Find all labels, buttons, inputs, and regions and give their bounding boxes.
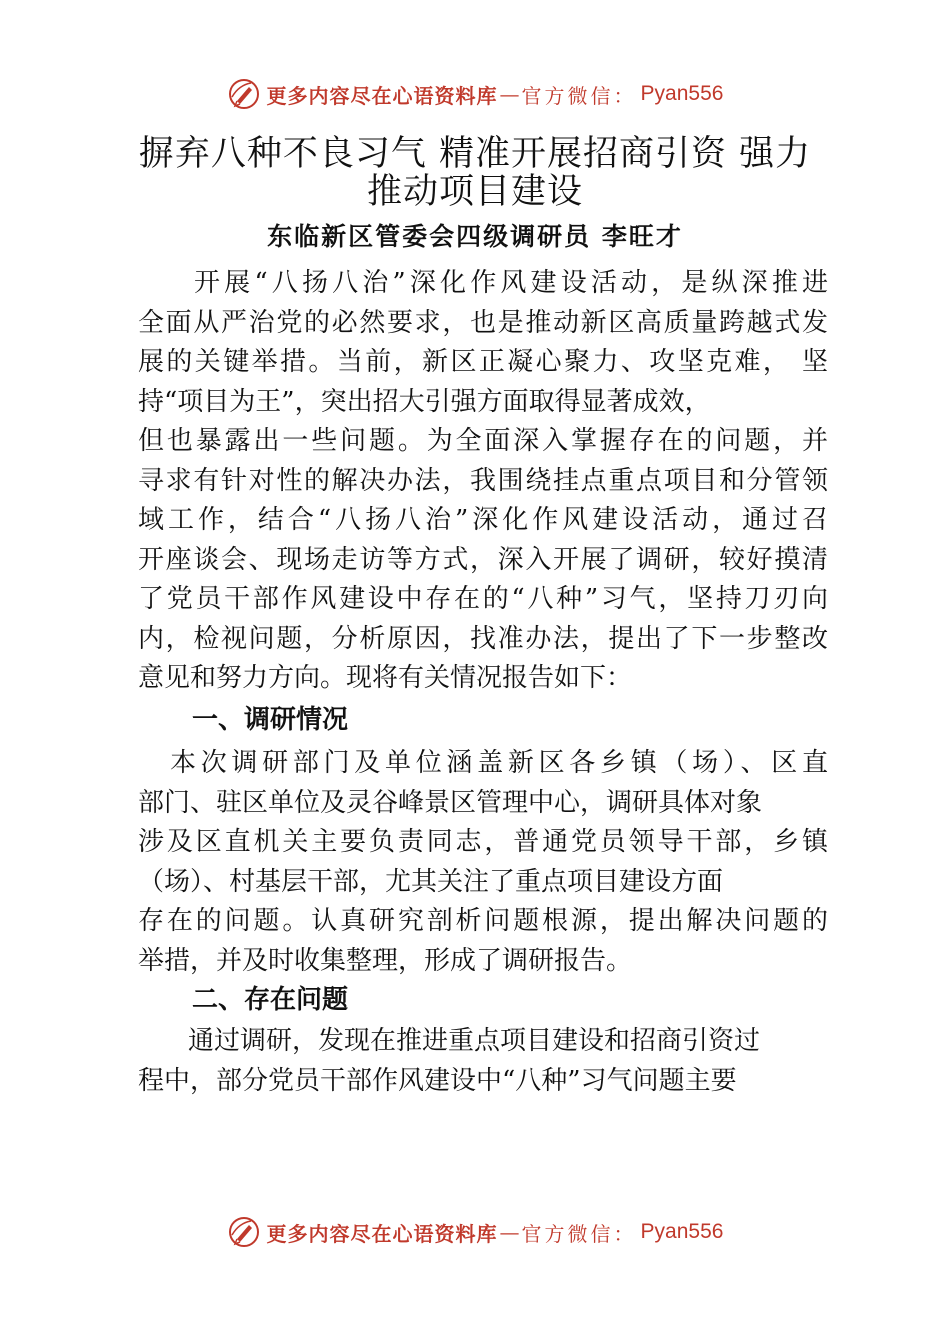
- pen-nib-logo-icon: [227, 1215, 261, 1249]
- section-heading-research: 一、调研情况: [192, 705, 349, 735]
- paragraph-line: 举措，并及时收集整理，形成了调研报告。: [138, 945, 633, 976]
- paragraph-line: 通过调研，发现在推进重点项目建设和招商引资过: [188, 1026, 761, 1056]
- paragraph-line: 本次调研部门及单位涵盖新区各乡镇（场）、区直: [170, 748, 828, 778]
- document-title-line-1: 摒弃八种不良习气 精准开展招商引资 强力: [138, 134, 812, 174]
- paragraph-line: 域工作，结合“八扬八治”深化作风建设活动，通过召: [138, 505, 828, 535]
- banner-dash: —: [499, 1220, 520, 1244]
- banner-brand-text: 更多内容尽在心语资料库: [266, 83, 498, 108]
- paragraph-line: 意见和努力方向。现将有关情况报告如下：: [138, 663, 633, 693]
- problems-paragraph: [138, 1022, 828, 1101]
- paragraph-line: 寻求有针对性的解决办法，我围绕挂点重点项目和分管领: [138, 465, 828, 496]
- paragraph-line: （场）、村基层干部，尤其关注了重点项目建设方面: [138, 866, 724, 897]
- intro-paragraph: [138, 264, 828, 699]
- paragraph-line: 了党员干部作风建设中存在的“八种”习气，坚持刀刃向: [138, 584, 828, 614]
- header-banner: [0, 74, 950, 114]
- banner-official-label: 官方微信：: [521, 1221, 637, 1246]
- banner-brand-text: 更多内容尽在心语资料库: [266, 1221, 498, 1246]
- paragraph-line: 程中，部分党员干部作风建设中“八种”习气问题主要: [138, 1065, 737, 1096]
- paragraph-line: 展的关键举措。当前，新区正凝心聚力、攻坚克难， 坚: [138, 347, 828, 377]
- paragraph-line: 涉及区直机关主要负责同志，普通党员领导干部，乡镇: [138, 827, 828, 857]
- section-heading-problems: 二、存在问题: [192, 985, 349, 1015]
- paragraph-line: 开座谈会、现场走访等方式，深入开展了调研，较好摸清: [138, 544, 828, 575]
- research-paragraph: [138, 744, 828, 981]
- document-title-line-2: 推动项目建设: [366, 172, 583, 212]
- banner-wechat-id: Pyan556: [640, 82, 724, 105]
- document-author: 东临新区管委会四级调研员 李旺才: [267, 222, 683, 251]
- paragraph-line: 开展“八扬八治”深化作风建设活动，是纵深推进: [194, 268, 828, 298]
- banner-official-label: 官方微信：: [521, 83, 637, 108]
- banner-dash: —: [499, 82, 520, 106]
- paragraph-line: 存在的问题。认真研究剖析问题根源，提出解决问题的: [138, 906, 828, 936]
- paragraph-line: 内，检视问题，分析原因，找准办法，提出了下一步整改: [138, 623, 828, 654]
- paragraph-line: 但也暴露出一些问题。为全面深入掌握存在的问题，并: [138, 426, 828, 456]
- footer-banner: [0, 1212, 950, 1252]
- paragraph-line: 部门、驻区单位及灵谷峰景区管理中心，调研具体对象: [138, 787, 763, 818]
- banner-wechat-id: Pyan556: [640, 1220, 724, 1243]
- paragraph-line: 持“项目为王”，突出招大引强方面取得显著成效，: [138, 386, 711, 417]
- paragraph-line: 全面从严治党的必然要求，也是推动新区高质量跨越式发: [138, 307, 828, 338]
- pen-nib-logo-icon: [227, 77, 261, 111]
